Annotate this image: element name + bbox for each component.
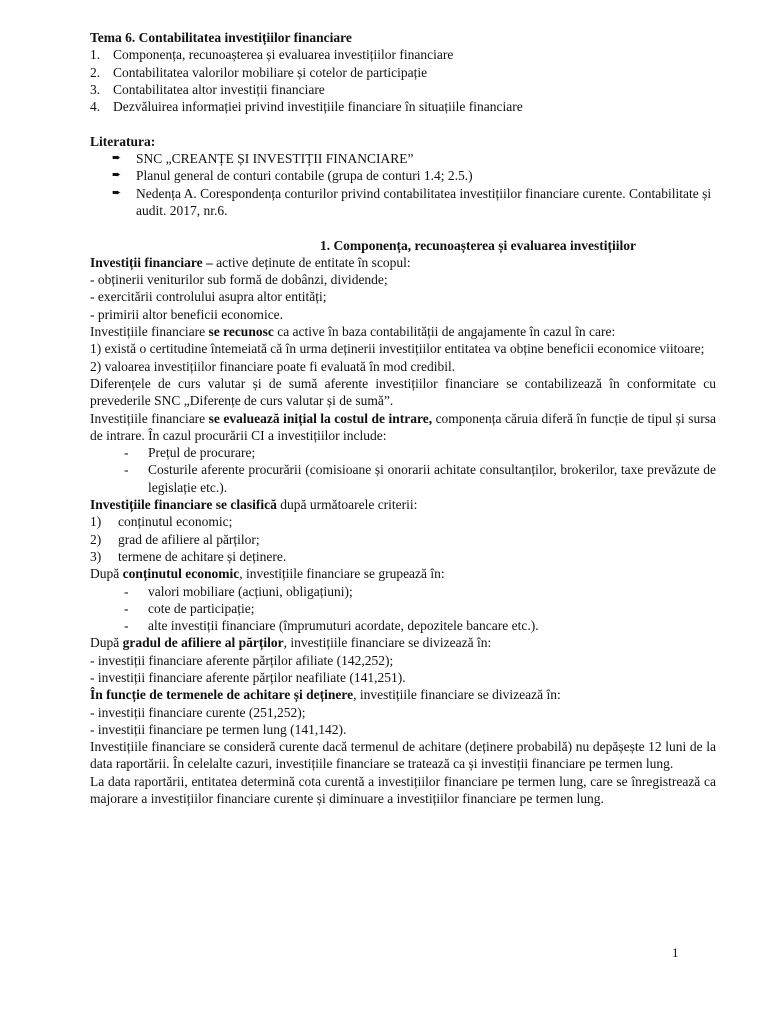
arrow-bullet-icon: ➨	[112, 152, 122, 165]
list-item: - Costurile aferente procurării (comisioane și onorarii achitate consultanților, brokerilor, taxe prevăzute de legislație etc.).	[124, 462, 716, 495]
list-item: - exercitării controlului asupra altor entități;	[90, 289, 327, 305]
page-content	[90, 29, 716, 807]
recognition-paragraph: Investițiile financiare se recunosc ca active în baza contabilității de angajamente în cazul în care:	[90, 324, 616, 340]
page-number: 1	[672, 945, 679, 960]
literature-item: ➨ Nedența A. Corespondența conturilor privind contabilitatea investițiilor financiare curente. Contabilitate și audit. 2017, nr.6.	[112, 185, 712, 218]
toc-item: 2. Contabilitatea valorilor mobiliare și cotelor de participație	[90, 64, 428, 80]
list-item: - cote de participație;	[124, 600, 255, 616]
list-item: - Prețul de procurare;	[124, 445, 256, 461]
reporting-paragraph: La data raportării, entitatea determină cota curentă a investițiilor financiare pe termen lung, care se înregistrează ca majorare a investițiilor financiare curente și diminuare a investițiilor financiare pe termen lung.	[90, 773, 716, 807]
list-item: - investiții financiare pe termen lung (141,142).	[90, 721, 347, 737]
exchange-paragraph: Diferențele de curs valutar și de sumă aferente investițiilor financiare se contabilizează în conformitate cu prevederile SNC „Diferențe de curs valutar și de sumă”.	[90, 375, 716, 409]
section-title: 1. Componența, recunoașterea și evaluarea investițiilor	[319, 237, 637, 253]
affiliation-paragraph: După gradul de afiliere al părților, investițiile financiare se divizează în:	[90, 635, 492, 651]
term-paragraph: În funcție de termenele de achitare și deținere, investițiile financiare se divizează în:	[90, 687, 561, 703]
list-item: - investiții financiare aferente părților afiliate (142,252);	[90, 652, 394, 668]
definition-paragraph: Investiții financiare – active deținute de entitate în scopul:	[90, 254, 411, 270]
condition-item: 2) valoarea investițiilor financiare poate fi evaluată în mod credibil.	[90, 358, 456, 374]
criteria-item: 3) termene de achitare și deținere.	[90, 548, 287, 564]
topic-title: Tema 6. Contabilitatea investițiilor financiare	[90, 30, 352, 45]
arrow-bullet-icon: ➨	[112, 186, 122, 199]
criteria-item: 1) conținutul economic;	[90, 514, 233, 530]
condition-item: 1) există o certitudine întemeiată că în urma deținerii investițiilor entitatea va obține beneficii economice viitoare;	[90, 341, 705, 357]
list-item: - valori mobiliare (acțiuni, obligațiuni);	[124, 583, 353, 599]
arrow-bullet-icon: ➨	[112, 169, 122, 182]
list-item: - investiții financiare aferente părților neafiliate (141,251).	[90, 669, 406, 685]
literature-item: ➨ Planul general de conturi contabile (grupa de conturi 1.4; 2.5.)	[112, 168, 473, 184]
toc-item: 4. Dezvăluirea informației privind investițiile financiare în situațiile financiare	[90, 99, 523, 115]
current-definition-paragraph: Investițiile financiare se consideră curente dacă termenul de achitare (deținere probabilă) nu depășește 12 luni de la data raportării. În celelalte cazuri, investițiile financiare se tratează ca și investiții financiare pe termen lung.	[90, 739, 716, 772]
criteria-item: 2) grad de afiliere al părților;	[90, 531, 260, 547]
literature-item: ➨ SNC „CREANȚE ȘI INVESTIȚII FINANCIARE”	[112, 151, 414, 167]
classification-paragraph: Investițiile financiare se clasifică după următoarele criterii:	[90, 497, 418, 513]
toc-item: 3. Contabilitatea altor investiții financiare	[90, 81, 325, 97]
list-item: - obținerii veniturilor sub formă de dobânzi, dividende;	[90, 272, 388, 288]
literature-heading: Literatura:	[90, 133, 156, 149]
list-item: - alte investiții financiare (împrumuturi acordate, depozitele bancare etc.).	[124, 618, 539, 634]
list-item: - primirii altor beneficii economice.	[90, 306, 284, 322]
list-item: - investiții financiare curente (251,252);	[90, 704, 306, 720]
toc-item: 1. Componența, recunoașterea și evaluarea investițiilor financiare	[90, 47, 454, 63]
economic-content-paragraph: După conținutul economic, investițiile financiare se grupează în:	[90, 566, 445, 582]
evaluation-paragraph: Investițiile financiare se evaluează inițial la costul de intrare, componența căruia diferă în funcție de tipul și sursa de intrare. În cazul procurării CI a investițiilor include:	[90, 410, 716, 443]
